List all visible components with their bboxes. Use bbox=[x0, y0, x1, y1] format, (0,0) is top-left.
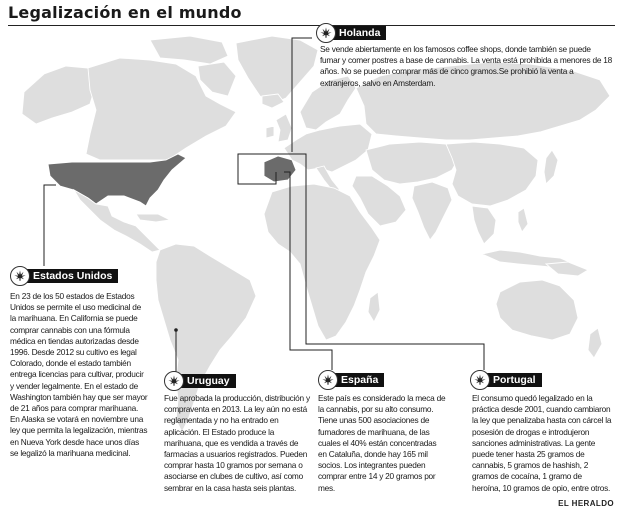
cuba bbox=[136, 214, 170, 222]
india bbox=[412, 182, 452, 240]
united-states-highlight bbox=[48, 154, 186, 206]
central-asia bbox=[366, 142, 460, 184]
southeast-asia bbox=[472, 206, 496, 244]
country-name-portugal: Portugal bbox=[481, 373, 542, 387]
country-name-holanda: Holanda bbox=[327, 26, 386, 40]
australia bbox=[496, 280, 578, 340]
label-espana bbox=[318, 372, 384, 388]
leader-estados-unidos bbox=[44, 185, 56, 266]
uk bbox=[276, 114, 292, 142]
cannabis-leaf-icon bbox=[10, 266, 30, 286]
china bbox=[446, 142, 538, 206]
text-holanda: Se vende abiertamente en los famosos coffee shops, donde también se puede fumar y comer postres a base de cannabis. La venta está prohibida a menores de 18 años. No se pueden comprar más de cinco gramos.Se prohibió la venta a extranjeros, salvo en Amsterdam. bbox=[320, 44, 612, 88]
cannabis-leaf-icon bbox=[318, 370, 338, 390]
text-uruguay: Fue aprobada la producción, distribución y compraventa en 2013. La ley aún no está reglamentada y no ha entrado en aplicación. El Estado produce la marihuana, que es vendida a través de farmacias a usuarios registrados. Pueden comprar hasta 10 gramos por semana o asociarse en clubes de cultivo, así como sembrar en la casa hasta seis plantas. bbox=[164, 393, 310, 493]
arctic-islands bbox=[150, 36, 228, 64]
text-portugal: El consumo quedó legalizado en la práctica desde 2001, cuando cambiaron la ley que penalizaba hasta con cárcel la posesión de drogas e introdujeron sanciones administrativas. La gente puede tener hasta 25 gramos de cannabis, 5 gramos de hashish, 2 gramos de cocaína, 1 gramo de heroína, 10 gramos de opio, entre otros. bbox=[472, 393, 612, 493]
page-title: Legalización en el mundo bbox=[8, 3, 242, 22]
label-uruguay bbox=[164, 373, 236, 389]
country-name-espana: España bbox=[329, 373, 384, 387]
text-estados-unidos: En 23 de los 50 estados de Estados Unidos se permite el uso medicinal de la marihuana. En California se puede comprar cannabis con una fórmula médica en tiendas autorizadas desde 1996. Desde 2012 su cultivo es legal Colorado, donde el estado también entrega licencias para cultivar, producir y vender legalmente. En el estado de Washington también hay que ser mayor de 21 años para comprar marihuana. En Alaska se votará en noviembre una ley que permita la legalización, mientras en Nueva York desde hace unos días se legalizó la marihuana medicinal. bbox=[10, 291, 148, 458]
new-zealand bbox=[588, 328, 602, 358]
country-name-uruguay: Uruguay bbox=[175, 374, 236, 388]
iberia-highlight bbox=[264, 156, 296, 182]
japan bbox=[544, 150, 558, 184]
europe bbox=[284, 124, 372, 172]
philippines bbox=[518, 208, 528, 232]
madagascar bbox=[368, 292, 380, 322]
leader-dot-uruguay bbox=[174, 328, 178, 332]
text-espana: Este país es considerado la meca de la cannabis, por su alto consumo. Tiene unas 500 asociaciones de fumadores de marihuana, de las cuales el 40% están concentradas en Cataluña, donde hay 165 mil socios. Los integrantes pueden comprar entre 14 y 20 gramos por mes. bbox=[318, 393, 446, 493]
africa bbox=[264, 184, 380, 340]
cannabis-leaf-icon bbox=[470, 370, 490, 390]
cannabis-leaf-icon bbox=[164, 371, 184, 391]
ireland bbox=[266, 126, 274, 138]
alaska bbox=[22, 66, 96, 124]
cannabis-leaf-icon bbox=[316, 23, 336, 43]
new-guinea bbox=[546, 262, 588, 276]
credit-el-heraldo: EL HERALDO bbox=[558, 499, 614, 508]
label-holanda bbox=[316, 25, 386, 41]
country-name-estados-unidos: Estados Unidos bbox=[21, 269, 118, 283]
label-portugal bbox=[470, 372, 542, 388]
label-estados-unidos bbox=[10, 268, 118, 284]
